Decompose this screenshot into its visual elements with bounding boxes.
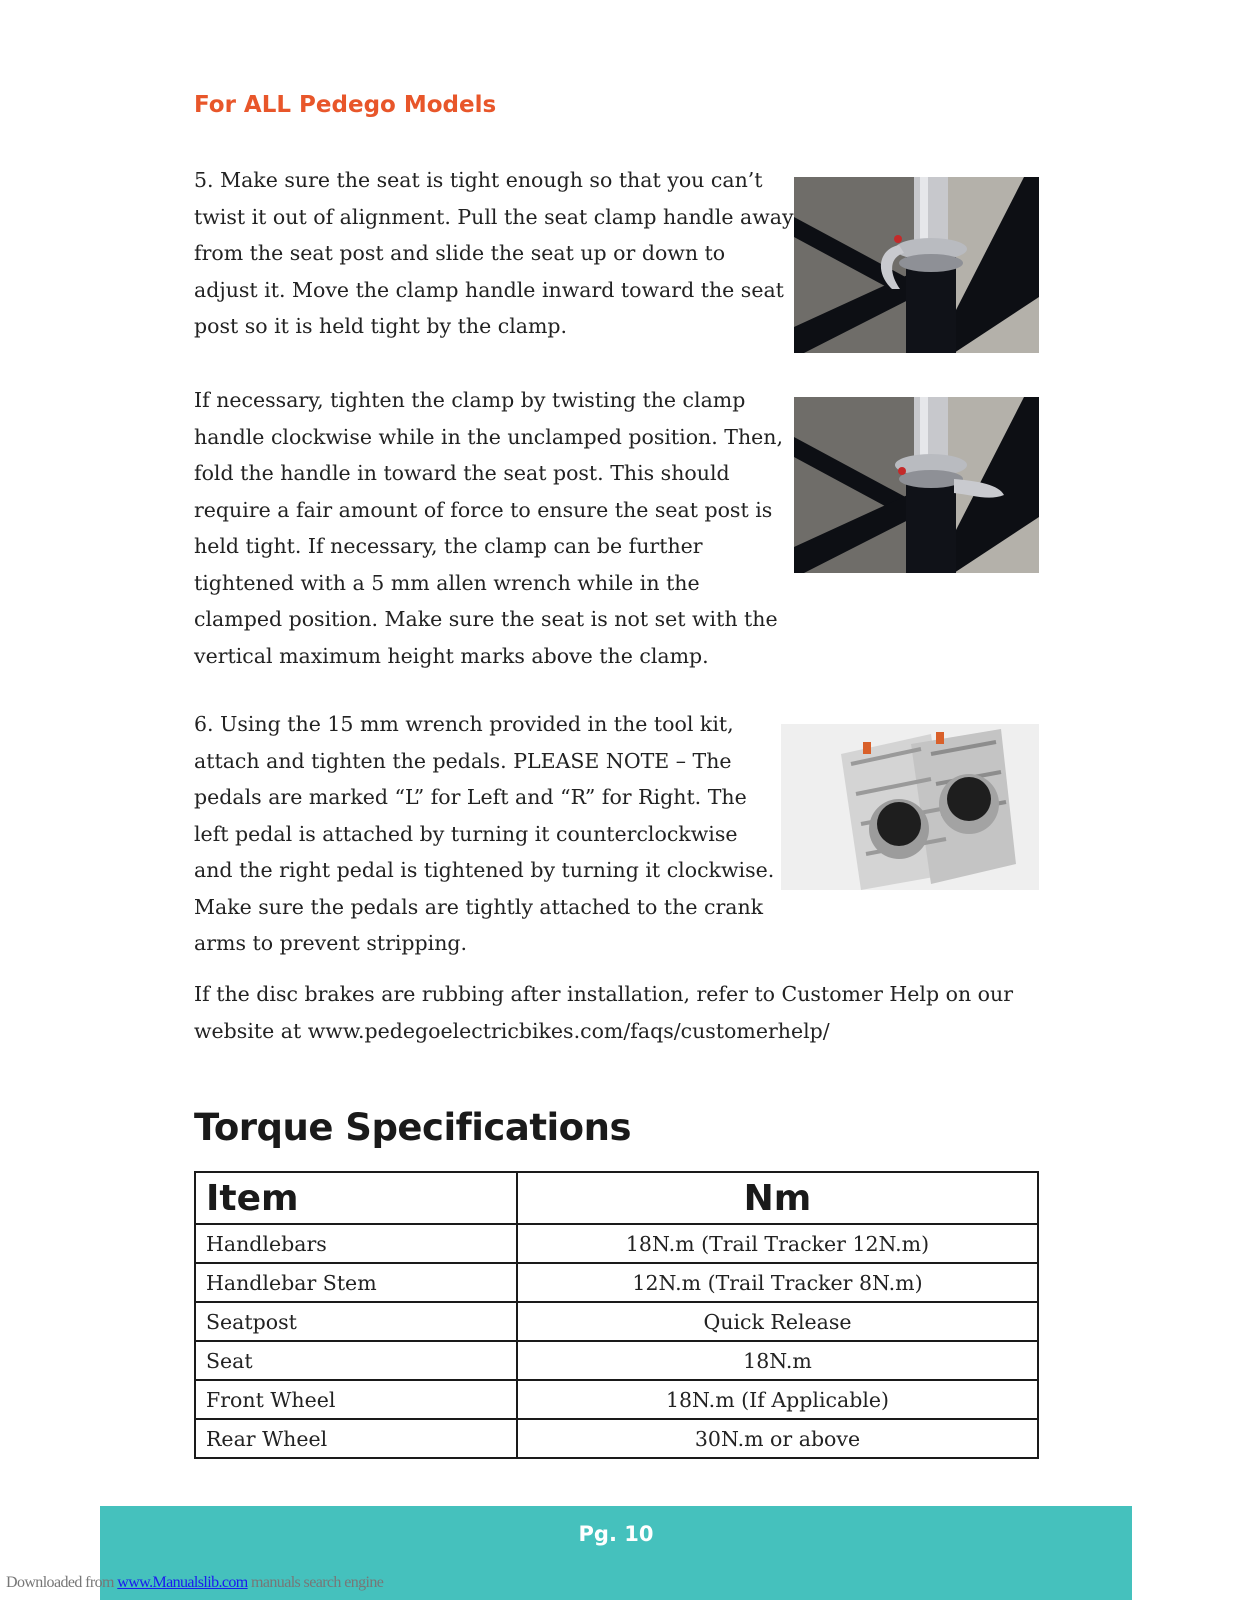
seat-clamp-closed-photo [794, 397, 1039, 573]
item-cell: Front Wheel [195, 1380, 517, 1419]
table-row [195, 1263, 1038, 1302]
section-heading: For ALL Pedego Models [194, 92, 497, 118]
disc-brakes-paragraph: If the disc brakes are rubbing after installation, refer to Customer Help on our website at www.pedegoelectricbikes.com/faqs/customerhelp/ [194, 982, 1014, 1043]
nm-cell: Quick Release [517, 1302, 1038, 1341]
table-row [195, 1419, 1038, 1458]
item-cell: Handlebar Stem [195, 1263, 517, 1302]
download-suffix: manuals search engine [247, 1574, 384, 1591]
nm-cell: 12N.m (Trail Tracker 8N.m) [517, 1263, 1038, 1302]
download-notice [6, 1574, 383, 1592]
table-row [195, 1302, 1038, 1341]
nm-cell: 18N.m (Trail Tracker 12N.m) [517, 1224, 1038, 1263]
step5-paragraph: 5. Make sure the seat is tight enough so that you can’t twist it out of alignment. Pull the seat clamp handle away from the seat post and slide the seat up or down to adjust it. Move the clamp handle inward toward the seat post so it is held tight by the clamp. [194, 168, 794, 338]
pedals-photo [781, 724, 1039, 890]
item-cell: Seatpost [195, 1302, 517, 1341]
torque-table [194, 1171, 1039, 1459]
step6-paragraph: 6. Using the 15 mm wrench provided in the tool kit, attach and tighten the pedals. PLEASE NOTE – The pedals are marked “L” for Left and “R” for Right. The left pedal is attached by turning it counterclockwise and the right pedal is tightened by turning it clockwise. Make sure the pedals are tightly attached to the crank arms to prevent stripping. [194, 712, 775, 955]
item-cell: Handlebars [195, 1224, 517, 1263]
nm-cell: 18N.m (If Applicable) [517, 1380, 1038, 1419]
column-header-item: Item [195, 1172, 517, 1224]
torque-heading: Torque Specifications [194, 1106, 631, 1149]
nm-cell: 30N.m or above [517, 1419, 1038, 1458]
table-row [195, 1380, 1038, 1419]
manualslib-link[interactable]: www.Manualslib.com [117, 1574, 248, 1591]
column-header-nm: Nm [517, 1172, 1038, 1224]
table-row [195, 1224, 1038, 1263]
table-header-row [195, 1172, 1038, 1224]
page-number: Pg. 10 [578, 1522, 654, 1546]
table-row [195, 1341, 1038, 1380]
download-prefix: Downloaded from [6, 1574, 118, 1591]
step5-tighten-paragraph: If necessary, tighten the clamp by twisting the clamp handle clockwise while in the unclamped position. Then, fold the handle in toward the seat post. This should require a fair amount of force to ensure the seat post is held tight. If necessary, the clamp can be further tightened with a 5 mm allen wrench while in the clamped position. Make sure the seat is not set with the vertical maximum height marks above the clamp. [194, 388, 784, 668]
item-cell: Seat [195, 1341, 517, 1380]
item-cell: Rear Wheel [195, 1419, 517, 1458]
seat-clamp-open-photo [794, 177, 1039, 353]
nm-cell: 18N.m [517, 1341, 1038, 1380]
